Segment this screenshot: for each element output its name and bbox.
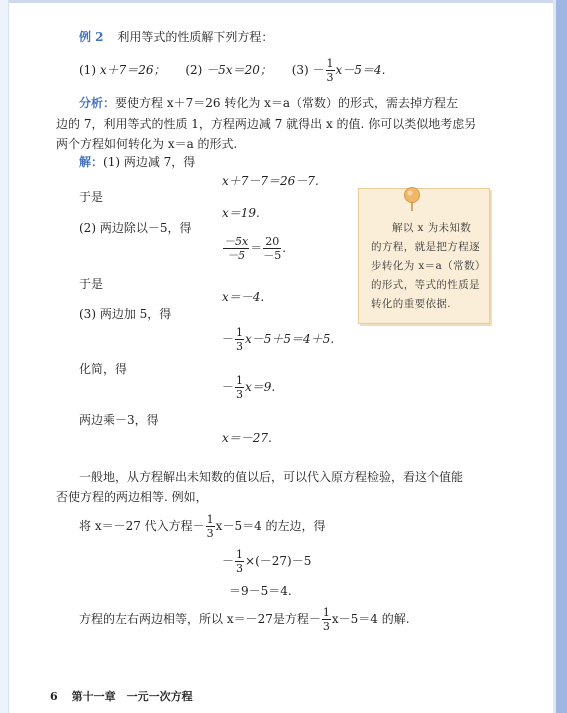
solution-step-2-then: 于是 [79,277,104,291]
sticky-note-text: 解以 x 为未知数的方程，就是把方程逐步转化为 x＝a（常数）的形式，等式的性质是转化的重要依据. [371,222,481,310]
problem-1-number: (1) [79,63,96,77]
substitution-fraction: $\frac{1}{3}$ [206,513,214,540]
solution-step-2-period: . [282,241,287,255]
solution-step-3-equation-text: x－5＋5＝4＋5. [245,332,335,346]
solution-step-1-then: 于是 [79,190,104,204]
substitution-line [79,514,326,539]
solution-step-1-result: x＝19. [222,206,260,220]
conclusion-fraction: $\frac{1}{3}$ [322,606,330,633]
page-footer [50,688,193,704]
example-label: 例 2 [79,30,104,44]
solution-step-3-result: x＝－27. [222,431,272,445]
substitution-text-pre: 将 x＝－27 代入方程－ [79,519,205,533]
calculation-text: ×(－27)－5 [245,554,312,568]
solution-label: 解： [79,155,104,169]
calculation-line-2: ＝9－5＝4. [229,584,292,598]
page-number: 6 [50,690,58,703]
solution-step-1 [79,153,195,170]
example-title: 利用等式的性质解下列方程： [117,30,274,44]
solution-step-2-equals: ＝ [250,241,263,255]
solution-step-2-result: x＝－4. [222,290,265,304]
analysis-line-1 [79,94,458,111]
problem-2-equation: －5x＝20； [206,63,272,77]
calculation-minus: － [222,554,235,568]
solution-step-2-equation [222,236,286,261]
calculation-line-1 [222,549,311,574]
solution-step-3b-fraction: $\frac{1}{3}$ [236,374,244,401]
page-left-margin [0,0,9,713]
solution-step-3-equation [222,327,334,352]
problem-3-number: (3) [291,63,309,77]
solution-step-1-equation: x＋7－7＝26－7. [222,174,319,188]
solution-step-1-intro: (1) 两边减 7，得 [103,155,196,169]
page-right-edge [556,0,567,713]
solution-step-2-rhs: $\frac{20}{-5}$ [263,235,282,262]
general-paragraph-line-2: 否使方程的两边相等. 例如， [56,490,208,504]
problem-1-equation: x＋7＝26； [99,63,166,77]
analysis-label: 分析： [79,96,116,110]
solution-step-3-multiply: 两边乘－3，得 [79,413,159,427]
example-heading [79,28,273,45]
problem-2-number: (2) [185,63,203,77]
solution-step-3-minus: － [222,332,235,346]
solution-step-3-fraction: $\frac{1}{3}$ [236,326,244,353]
solution-step-2-lhs: $\frac{-5x}{-5}$ [224,235,249,262]
general-paragraph-line-1: 一般地，从方程解出未知数的值以后，可以代入原方程检验，看这个值能 [79,470,464,484]
sticky-note [358,188,490,324]
pushpin-icon [401,186,423,212]
chapter-title: 第十一章 一元一次方程 [71,690,193,703]
problem-3-fraction: $\frac{1}{3}$ [326,57,334,84]
calculation-fraction: $\frac{1}{3}$ [236,548,244,575]
problem-list [79,58,385,83]
substitution-text-post: x－5＝4 的左边，得 [215,519,326,533]
solution-step-3b-equation-text: x＝9. [245,380,276,394]
analysis-line-2: 边的 7，利用等式的性质 1，方程两边减 7 就得出 x 的值. 你可以类似地考虑另 [56,117,477,131]
solution-step-3b-equation [222,375,275,400]
solution-step-3b-minus: － [222,380,235,394]
solution-step-3-simplify: 化简，得 [79,362,128,376]
conclusion-text-pre: 方程的左右两边相等，所以 x＝－27是方程－ [79,612,321,626]
conclusion-text-post: x－5＝4 的解. [331,612,410,626]
page-top-edge [0,0,567,3]
solution-step-3-intro: (3) 两边加 5，得 [79,307,172,321]
problem-3-equation: x－5＝4. [335,63,386,77]
analysis-text-1: 要使方程 x＋7＝26 转化为 x＝a（常数）的形式，需去掉方程左 [115,96,459,110]
analysis-line-3: 两个方程如何转化为 x＝a 的形式. [56,137,238,151]
solution-step-2-intro: (2) 两边除以－5，得 [79,221,192,235]
problem-3-minus: － [312,63,325,77]
conclusion-line [79,607,410,632]
